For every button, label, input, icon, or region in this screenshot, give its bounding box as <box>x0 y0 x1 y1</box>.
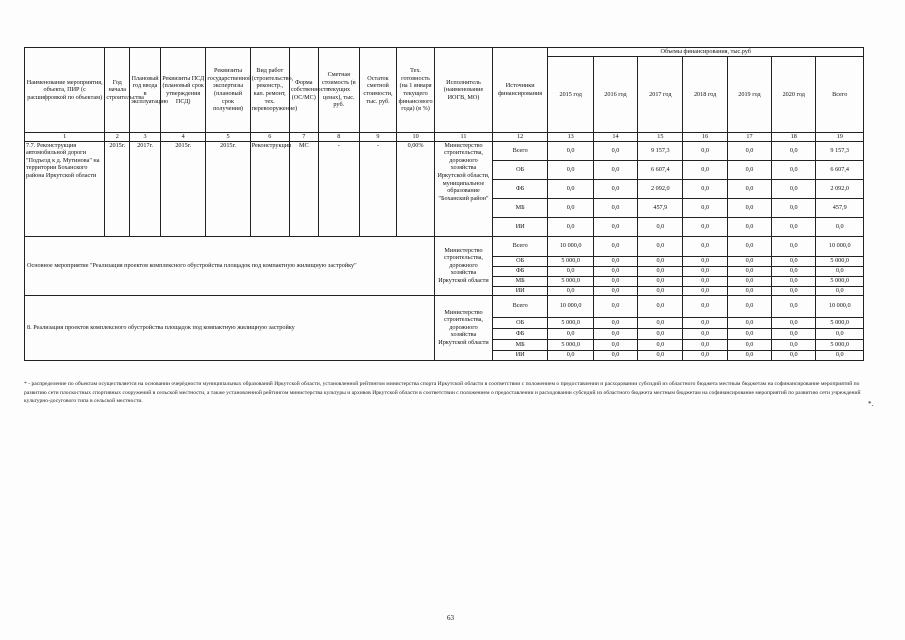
value-cell: 5 000,0 <box>548 317 593 328</box>
value-cell: 0,0 <box>727 236 771 256</box>
value-cell: 0,0 <box>772 198 816 217</box>
object-readiness: 0,00% <box>397 141 435 236</box>
source-cell: МБ <box>492 276 548 286</box>
value-cell: 0,0 <box>593 295 637 317</box>
value-cell: 5 000,0 <box>816 317 864 328</box>
value-cell: 0,0 <box>816 286 864 295</box>
value-cell: 5 000,0 <box>548 276 593 286</box>
source-cell: ФБ <box>492 266 548 276</box>
source-cell: ОБ <box>492 160 548 179</box>
value-cell: 0,0 <box>816 350 864 360</box>
header-funding-group: Объемы финансирования, тыс.руб <box>548 48 864 57</box>
object-name: 7.7. Реконструкция автомобильной дороги "Подъезд к д. Мутинова" на территории Боханского района Иркутской области <box>25 141 105 236</box>
value-cell: 6 607,4 <box>816 160 864 179</box>
value-cell: 457,9 <box>638 198 683 217</box>
source-cell: ИИ <box>492 286 548 295</box>
table-row <box>25 236 864 256</box>
value-cell: 0,0 <box>593 276 637 286</box>
value-cell: 0,0 <box>727 179 771 198</box>
column-number: 3 <box>130 133 161 142</box>
value-cell: 0,0 <box>727 198 771 217</box>
header-year: 2015 год <box>548 57 593 133</box>
value-cell: 0,0 <box>727 256 771 266</box>
column-number: 2 <box>105 133 130 142</box>
value-cell: 0,0 <box>638 276 683 286</box>
value-cell: 5 000,0 <box>816 256 864 266</box>
source-cell: Всего <box>492 141 548 160</box>
financing-table <box>24 47 864 361</box>
source-cell: МБ <box>492 198 548 217</box>
value-cell: 0,0 <box>638 317 683 328</box>
value-cell: 0,0 <box>727 295 771 317</box>
header-year: 2019 год <box>727 57 771 133</box>
header-executor: Исполнитель (наименование ИОГВ, МО) <box>435 48 493 133</box>
value-cell: 0,0 <box>772 286 816 295</box>
value-cell: 0,0 <box>772 160 816 179</box>
value-cell: 0,0 <box>772 328 816 339</box>
value-cell: 0,0 <box>727 317 771 328</box>
event8-section <box>25 295 864 360</box>
value-cell: 10 000,0 <box>816 295 864 317</box>
value-cell: 0,0 <box>683 350 727 360</box>
value-cell: 0,0 <box>683 339 727 350</box>
value-cell: 6 607,4 <box>638 160 683 179</box>
value-cell: 0,0 <box>593 179 637 198</box>
object-ownership: МС <box>289 141 318 236</box>
value-cell: 0,0 <box>638 295 683 317</box>
column-number: 11 <box>435 133 493 142</box>
value-cell: 0,0 <box>548 141 593 160</box>
value-cell: 0,0 <box>772 350 816 360</box>
value-cell: 0,0 <box>638 217 683 236</box>
header-expertise: Реквизиты государственной экспертизы (плановый срок получения) <box>206 48 250 133</box>
value-cell: 0,0 <box>816 328 864 339</box>
header-start-year: Год начала строительства <box>105 48 130 133</box>
value-cell: 0,0 <box>772 236 816 256</box>
object-executor: Министерство строительства, дорожного хозяйства Иркутской области, муниципальное образование "Боханский район" <box>435 141 493 236</box>
value-cell: 0,0 <box>593 286 637 295</box>
header-psd: Реквизиты ПСД (плановый срок утверждения ПСД) <box>161 48 206 133</box>
source-cell: ОБ <box>492 256 548 266</box>
source-cell: ФБ <box>492 179 548 198</box>
column-number: 6 <box>250 133 289 142</box>
header-readiness: Тех. готовность (на 1 января текущего финансового года) (в %) <box>397 48 435 133</box>
value-cell: 0,0 <box>593 217 637 236</box>
value-cell: 0,0 <box>638 266 683 276</box>
value-cell: 0,0 <box>772 141 816 160</box>
value-cell: 0,0 <box>593 160 637 179</box>
value-cell: 457,9 <box>816 198 864 217</box>
header-row-top <box>25 48 864 57</box>
header-ownership: Форма собственности (ОС/МС) <box>289 48 318 133</box>
header-plan-year: Плановый год ввода в эксплуатацию <box>130 48 161 133</box>
value-cell: 0,0 <box>638 328 683 339</box>
object-expertise: 2015г. <box>206 141 250 236</box>
value-cell: 0,0 <box>593 339 637 350</box>
header-estimate: Сметная стоимость (в текущих ценах), тыс. руб. <box>318 48 359 133</box>
header-sources: Источники финансирования <box>492 48 548 133</box>
value-cell: 2 092,0 <box>638 179 683 198</box>
object-plan-year: 2017г. <box>130 141 161 236</box>
main_event-name: Основное мероприятие "Реализация проектов комплексного обустройства площадок под компактную жилищную застройку" <box>25 236 435 295</box>
value-cell: 0,0 <box>593 328 637 339</box>
column-number: 4 <box>161 133 206 142</box>
value-cell: 0,0 <box>593 256 637 266</box>
value-cell: 0,0 <box>683 141 727 160</box>
value-cell: 0,0 <box>683 160 727 179</box>
value-cell: 0,0 <box>548 217 593 236</box>
value-cell: 0,0 <box>638 286 683 295</box>
value-cell: 0,0 <box>683 217 727 236</box>
value-cell: 0,0 <box>772 317 816 328</box>
value-cell: 0,0 <box>772 217 816 236</box>
header-year: 2017 год <box>638 57 683 133</box>
column-number: 15 <box>638 133 683 142</box>
main_event-executor: Министерство строительства, дорожного хозяйства Иркутской области <box>435 236 493 295</box>
value-cell: 0,0 <box>772 266 816 276</box>
value-cell: 0,0 <box>772 295 816 317</box>
column-number: 17 <box>727 133 771 142</box>
header-name: Наименование мероприятия, объекта, ПИР (с расшифровкой по объектам) <box>25 48 105 133</box>
column-number: 12 <box>492 133 548 142</box>
value-cell: 0,0 <box>593 350 637 360</box>
value-cell: 10 000,0 <box>548 295 593 317</box>
column-number: 8 <box>318 133 359 142</box>
object-remainder: - <box>359 141 396 236</box>
event8-executor: Министерство строительства, дорожного хозяйства Иркутской области <box>435 295 493 360</box>
value-cell: 0,0 <box>593 236 637 256</box>
header-year: 2018 год <box>683 57 727 133</box>
value-cell: 0,0 <box>772 339 816 350</box>
object-psd: 2015г. <box>161 141 206 236</box>
value-cell: 0,0 <box>772 276 816 286</box>
value-cell: 0,0 <box>727 276 771 286</box>
value-cell: 0,0 <box>772 179 816 198</box>
value-cell: 0,0 <box>683 236 727 256</box>
column-number: 13 <box>548 133 593 142</box>
source-cell: Всего <box>492 295 548 317</box>
value-cell: 0,0 <box>683 295 727 317</box>
source-cell: ИИ <box>492 217 548 236</box>
value-cell: 0,0 <box>683 198 727 217</box>
value-cell: 0,0 <box>727 286 771 295</box>
value-cell: 0,0 <box>727 328 771 339</box>
main-event-section <box>25 236 864 295</box>
value-cell: 5 000,0 <box>816 276 864 286</box>
value-cell: 0,0 <box>727 350 771 360</box>
source-cell: Всего <box>492 236 548 256</box>
value-cell: 0,0 <box>548 328 593 339</box>
column-number: 5 <box>206 133 250 142</box>
value-cell: 0,0 <box>683 328 727 339</box>
value-cell: 0,0 <box>638 350 683 360</box>
table-row <box>25 295 864 317</box>
value-cell: 0,0 <box>548 179 593 198</box>
value-cell: 0,0 <box>816 217 864 236</box>
source-cell: ФБ <box>492 328 548 339</box>
header-year-total: Всего <box>816 57 864 133</box>
value-cell: 0,0 <box>638 236 683 256</box>
header-year: 2020 год <box>772 57 816 133</box>
value-cell: 0,0 <box>683 286 727 295</box>
value-cell: 2 092,0 <box>816 179 864 198</box>
header-year: 2016 год <box>593 57 637 133</box>
value-cell: 0,0 <box>727 141 771 160</box>
value-cell: 5 000,0 <box>548 339 593 350</box>
value-cell: 5 000,0 <box>548 256 593 266</box>
column-number: 1 <box>25 133 105 142</box>
value-cell: 0,0 <box>683 266 727 276</box>
value-cell: 0,0 <box>683 276 727 286</box>
column-number: 16 <box>683 133 727 142</box>
value-cell: 0,0 <box>593 198 637 217</box>
column-number: 14 <box>593 133 637 142</box>
value-cell: 0,0 <box>683 317 727 328</box>
source-cell: ОБ <box>492 317 548 328</box>
source-cell: МБ <box>492 339 548 350</box>
value-cell: 0,0 <box>548 198 593 217</box>
object-estimate: - <box>318 141 359 236</box>
value-cell: 0,0 <box>548 266 593 276</box>
column-number-row <box>25 133 864 142</box>
value-cell: 0,0 <box>772 256 816 266</box>
value-cell: 9 157,3 <box>816 141 864 160</box>
value-cell: 0,0 <box>593 317 637 328</box>
value-cell: 10 000,0 <box>548 236 593 256</box>
value-cell: 0,0 <box>816 266 864 276</box>
value-cell: 0,0 <box>727 217 771 236</box>
value-cell: 0,0 <box>593 141 637 160</box>
header-remainder: Остаток сметной стоимости, тыс. руб. <box>359 48 396 133</box>
column-number: 7 <box>289 133 318 142</box>
object-start-year: 2015г. <box>105 141 130 236</box>
value-cell: 0,0 <box>683 179 727 198</box>
table-row <box>25 141 864 160</box>
value-cell: 9 157,3 <box>638 141 683 160</box>
footnote: * - распределение по объектам осуществляется на основании очерёдности муниципальных образований Иркутской области, установленной рейтингом министерства спорта Иркутской области в соответствии с положением о предоставлении и расходовании субсидий из областного бюджета местным бюджетам на софинансирование мероприятий по развитию сети плоскостных спортивных сооружений в сельской местности, а также установленной рейтингом министерства культуры и архивов Иркутской области в соответствии с положением о предоставлении и расходовании субсидий из областного бюджета местным бюджетам на софинансирование мероприятий по развитию сети учреждений культурно-досугового типа в сельской местности. <box>24 381 861 405</box>
column-number: 10 <box>397 133 435 142</box>
value-cell: 0,0 <box>683 256 727 266</box>
event8-name: 8. Реализация проектов комплексного обустройства площадок под компактную жилищную застройку <box>25 295 435 360</box>
column-number: 18 <box>772 133 816 142</box>
header-work-type: Вид работ (строительство, реконстр., кап. ремонт, тех. перевооружение) <box>250 48 289 133</box>
value-cell: 0,0 <box>727 160 771 179</box>
source-cell: ИИ <box>492 350 548 360</box>
value-cell: 0,0 <box>548 350 593 360</box>
page-number: 63 <box>447 614 454 622</box>
footnote-marker: *. <box>868 400 874 408</box>
column-number: 9 <box>359 133 396 142</box>
value-cell: 0,0 <box>638 256 683 266</box>
value-cell: 5 000,0 <box>816 339 864 350</box>
value-cell: 0,0 <box>548 160 593 179</box>
column-number: 19 <box>816 133 864 142</box>
value-cell: 0,0 <box>727 266 771 276</box>
value-cell: 0,0 <box>593 266 637 276</box>
value-cell: 0,0 <box>638 339 683 350</box>
value-cell: 0,0 <box>548 286 593 295</box>
object-work-type: Реконструкция <box>250 141 289 236</box>
value-cell: 10 000,0 <box>816 236 864 256</box>
object-section <box>25 141 864 236</box>
value-cell: 0,0 <box>727 339 771 350</box>
